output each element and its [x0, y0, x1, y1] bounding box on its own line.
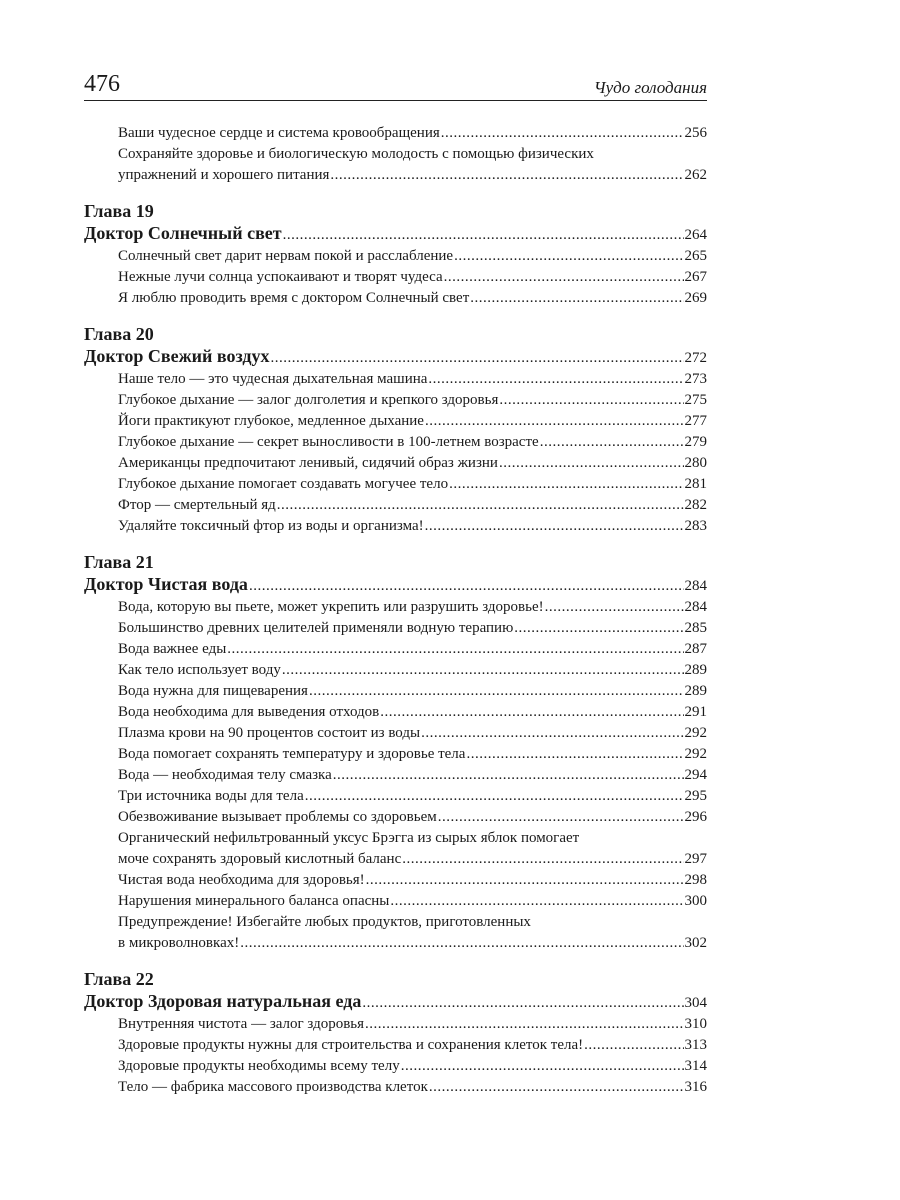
toc-entry — [84, 807, 707, 828]
dot-leader — [362, 992, 683, 1014]
toc-entry-title: Наше тело — это чудесная дыхательная машина — [118, 371, 428, 387]
dot-leader — [466, 744, 683, 765]
dot-leader — [390, 891, 683, 912]
toc-entry-page: 262 — [684, 167, 707, 183]
toc-entry-title: Глубокое дыхание — залог долголетия и крепкого здоровья — [118, 392, 499, 408]
toc-entry-page: 277 — [684, 413, 707, 429]
toc-entry-page: 285 — [684, 620, 707, 636]
toc-entry — [84, 453, 707, 474]
dot-leader — [277, 495, 684, 516]
toc-entry-page: 291 — [684, 704, 707, 720]
toc-entry — [84, 1035, 707, 1056]
toc-entry-title-line1: Органический нефильтрованный уксус Брэгга из сырых яблок помогает — [118, 830, 580, 846]
dot-leader — [305, 786, 684, 807]
dot-leader — [545, 597, 684, 618]
toc-entry-title-line2: в микроволновках! — [118, 935, 240, 951]
toc-entry — [84, 411, 707, 432]
toc-entry-page: 302 — [684, 935, 707, 951]
toc-entry-title: Внутренняя чистота — залог здоровья — [118, 1016, 365, 1032]
toc-entry — [84, 267, 707, 288]
toc-entry — [84, 369, 707, 390]
toc-entry-page: 297 — [684, 851, 707, 867]
chapter-section — [84, 200, 707, 309]
chapter-page: 304 — [684, 995, 707, 1011]
toc-entry — [84, 390, 707, 411]
toc-entry — [84, 786, 707, 807]
chapter-title: Доктор Свежий воздух — [84, 346, 270, 366]
dot-leader — [470, 288, 683, 309]
toc-entry-page: 294 — [684, 767, 707, 783]
toc-entry — [84, 828, 707, 870]
dot-leader — [540, 432, 684, 453]
toc-entry-title: Обезвоживание вызывает проблемы со здоровьем — [118, 809, 437, 825]
toc-entry-title: Здоровые продукты нужны для строительства и сохранения клеток тела! — [118, 1037, 584, 1053]
toc-entry-page: 269 — [684, 290, 707, 306]
toc-entry-page: 256 — [684, 125, 707, 141]
page-header — [84, 64, 707, 101]
toc-entry-page: 292 — [684, 725, 707, 741]
toc-entry-page: 300 — [684, 893, 707, 909]
dot-leader — [380, 702, 683, 723]
toc-entry — [84, 618, 707, 639]
dot-leader — [309, 681, 684, 702]
toc-entry-title: Нежные лучи солнца успокаивают и творят чудеса — [118, 269, 443, 285]
toc-entry — [84, 702, 707, 723]
toc-entry — [84, 432, 707, 453]
toc-entry — [84, 723, 707, 744]
toc-entry-title: Плазма крови на 90 процентов состоит из воды — [118, 725, 421, 741]
chapter-section — [84, 551, 707, 954]
toc-entry — [84, 912, 707, 954]
dot-leader — [584, 1035, 683, 1056]
toc-entry-title: Глубокое дыхание помогает создавать могучее тело — [118, 476, 449, 492]
dot-leader — [249, 575, 684, 597]
chapter-page: 284 — [684, 578, 707, 594]
toc-entry-title: Фтор — смертельный яд — [118, 497, 276, 513]
book-page — [84, 64, 707, 1098]
toc-entry-page: 280 — [684, 455, 707, 471]
toc-entry — [84, 1014, 707, 1035]
dot-leader — [499, 453, 684, 474]
dot-leader — [283, 224, 684, 246]
toc-entry-title: Вода помогает сохранять температуру и здоровье тела — [118, 746, 466, 762]
toc-entry-title-line2: моче сохранять здоровый кислотный баланс — [118, 851, 402, 867]
toc-entry — [84, 516, 707, 537]
chapter-title-row — [84, 990, 707, 1014]
toc-entry-page: 298 — [684, 872, 707, 888]
toc-entry-page: 314 — [684, 1058, 707, 1074]
dot-leader — [270, 347, 683, 369]
toc-entry-title: Три источника воды для тела — [118, 788, 304, 804]
toc-entry-page: 296 — [684, 809, 707, 825]
dot-leader — [401, 1056, 684, 1077]
toc-entry — [84, 144, 707, 186]
toc-entry — [84, 123, 707, 144]
toc-entry-page: 265 — [684, 248, 707, 264]
page-number: 476 — [84, 71, 120, 97]
toc-entry — [84, 495, 707, 516]
toc-entry-title: Большинство древних целителей применяли водную терапию — [118, 620, 514, 636]
chapter-title: Доктор Чистая вода — [84, 574, 248, 594]
toc-entry-page: 313 — [684, 1037, 707, 1053]
toc-entry — [84, 870, 707, 891]
toc-entry — [84, 639, 707, 660]
dot-leader — [514, 618, 683, 639]
toc-entry-page: 287 — [684, 641, 707, 657]
toc-entry-title: Как тело использует воду — [118, 662, 281, 678]
dot-leader — [421, 723, 683, 744]
toc-entry — [84, 681, 707, 702]
dot-leader — [333, 765, 684, 786]
dot-leader — [366, 870, 684, 891]
toc-entry-page: 283 — [684, 518, 707, 534]
toc-entry-title: Вода необходима для выведения отходов — [118, 704, 380, 720]
dot-leader — [282, 660, 684, 681]
toc-entry-title: Тело — фабрика массового производства клеток — [118, 1079, 428, 1095]
toc-entry-title: Здоровые продукты необходимы всему телу — [118, 1058, 400, 1074]
table-of-contents — [84, 123, 707, 1098]
toc-entry-title: Йоги практикуют глубокое, медленное дыхание — [118, 413, 424, 429]
toc-entry-title: Глубокое дыхание — секрет выносливости в 100-летнем возрасте — [118, 434, 539, 450]
dot-leader — [499, 390, 683, 411]
toc-entry — [84, 474, 707, 495]
toc-entry-title: Вода, которую вы пьете, может укрепить или разрушить здоровье! — [118, 599, 544, 615]
chapter-section — [84, 323, 707, 537]
chapter-label: Глава 22 — [84, 969, 154, 989]
toc-entry-page: 282 — [684, 497, 707, 513]
toc-entry-page: 316 — [684, 1079, 707, 1095]
toc-entry-page: 289 — [684, 683, 707, 699]
dot-leader — [444, 267, 684, 288]
dot-leader — [227, 639, 683, 660]
toc-entry-page: 281 — [684, 476, 707, 492]
toc-entry — [84, 288, 707, 309]
toc-entry — [84, 660, 707, 681]
dot-leader — [438, 807, 684, 828]
dot-leader — [449, 474, 683, 495]
chapter-page: 264 — [684, 227, 707, 243]
toc-entry — [84, 891, 707, 912]
dot-leader — [330, 165, 683, 186]
toc-entry-title-line1: Предупреждение! Избегайте любых продуктов, приготовленных — [118, 914, 531, 930]
dot-leader — [425, 411, 684, 432]
toc-entry — [84, 744, 707, 765]
toc-entry — [84, 246, 707, 267]
toc-entry-page: 275 — [684, 392, 707, 408]
toc-entry-title: Ваши чудесное сердце и система кровообращения — [118, 125, 440, 141]
toc-entry-page: 295 — [684, 788, 707, 804]
toc-entry — [84, 765, 707, 786]
chapter-label: Глава 21 — [84, 552, 154, 572]
toc-entry-page: 279 — [684, 434, 707, 450]
toc-entry-title: Я люблю проводить время с доктором Солнечный свет — [118, 290, 470, 306]
toc-entry — [84, 1056, 707, 1077]
chapter-title-row — [84, 573, 707, 597]
dot-leader — [428, 369, 683, 390]
toc-entry-title: Вода — необходимая телу смазка — [118, 767, 332, 783]
toc-entry-page: 289 — [684, 662, 707, 678]
dot-leader — [402, 849, 683, 870]
toc-entry-title: Нарушения минерального баланса опасны — [118, 893, 390, 909]
dot-leader — [365, 1014, 683, 1035]
chapter-label: Глава 19 — [84, 201, 154, 221]
toc-entry-page: 284 — [684, 599, 707, 615]
toc-entry-title: Американцы предпочитают ленивый, сидячий образ жизни — [118, 455, 498, 471]
toc-entry-title: Вода важнее еды — [118, 641, 227, 657]
toc-entry-page: 292 — [684, 746, 707, 762]
chapter-title-row — [84, 345, 707, 369]
dot-leader — [441, 123, 684, 144]
chapter-title: Доктор Солнечный свет — [84, 223, 282, 243]
dot-leader — [429, 1077, 684, 1098]
chapters-list — [84, 200, 707, 1098]
toc-entry-title-line2: упражнений и хорошего питания — [118, 167, 330, 183]
chapter-section — [84, 968, 707, 1098]
toc-entry-page: 267 — [684, 269, 707, 285]
chapter-title: Доктор Здоровая натуральная еда — [84, 991, 362, 1011]
dot-leader — [240, 933, 683, 954]
toc-entry — [84, 1077, 707, 1098]
chapter-page: 272 — [684, 350, 707, 366]
dot-leader — [454, 246, 683, 267]
toc-entry-title: Вода нужна для пищеварения — [118, 683, 308, 699]
toc-entry — [84, 597, 707, 618]
toc-entry-page: 273 — [684, 371, 707, 387]
toc-entry-page: 310 — [684, 1016, 707, 1032]
toc-entry-title: Удаляйте токсичный фтор из воды и организма! — [118, 518, 424, 534]
toc-entry-title: Чистая вода необходима для здоровья! — [118, 872, 365, 888]
running-title: Чудо голодания — [593, 78, 707, 97]
chapter-label: Глава 20 — [84, 324, 154, 344]
toc-entry-title-line1: Сохраняйте здоровье и биологическую молодость с помощью физических — [118, 146, 594, 162]
dot-leader — [425, 516, 684, 537]
chapter-title-row — [84, 222, 707, 246]
toc-entry-title: Солнечный свет дарит нервам покой и расслабление — [118, 248, 454, 264]
